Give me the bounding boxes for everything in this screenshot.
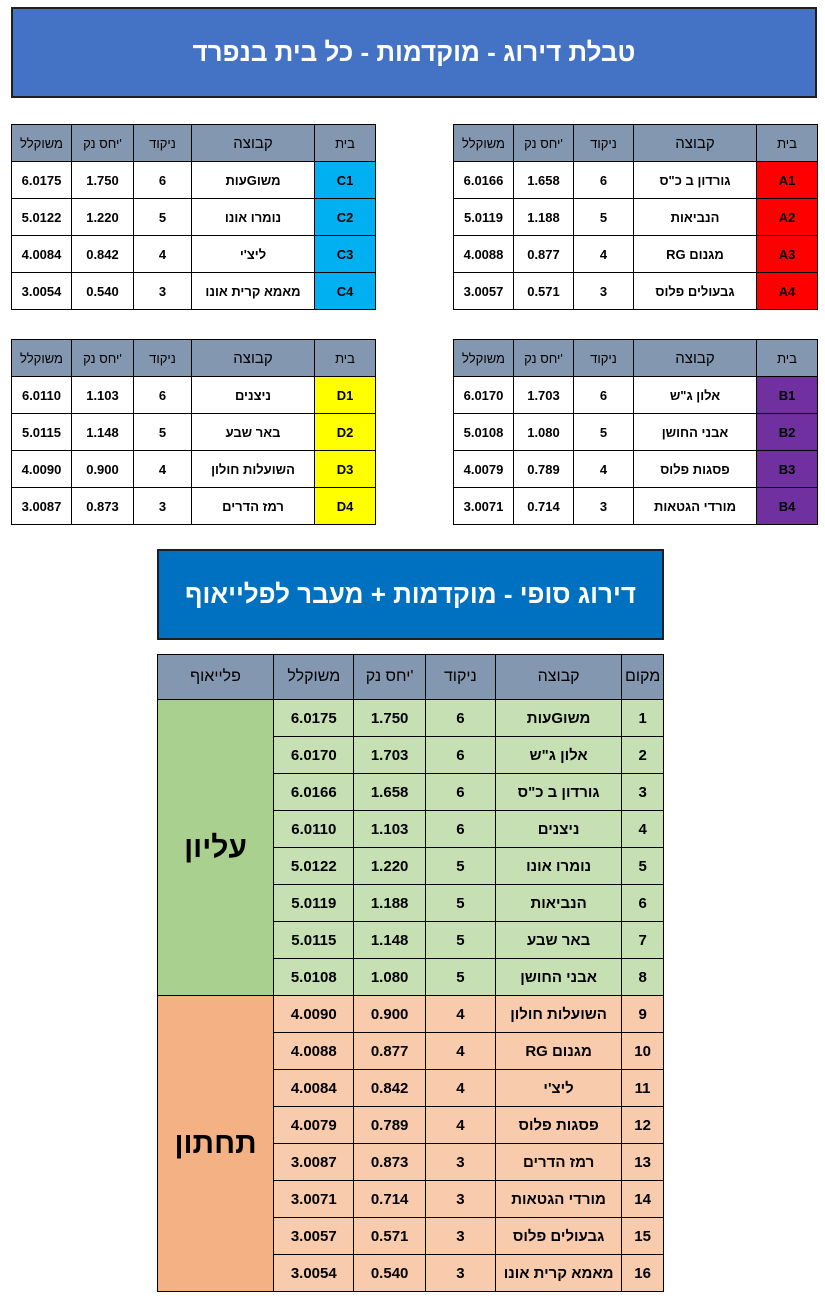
ratio-cell: 1.220 (354, 848, 425, 885)
house-cell: D3 (315, 451, 376, 488)
team-cell: מורדי הגטאות (634, 488, 757, 525)
place-cell: 9 (622, 996, 664, 1033)
points-cell: 5 (425, 922, 495, 959)
team-cell: פסגות פלוס (495, 1107, 621, 1144)
team-cell: ליצ'י (192, 236, 315, 273)
weighted-cell: 6.0175 (12, 162, 72, 199)
ratio-cell: 1.080 (354, 959, 425, 996)
points-cell: 5 (425, 885, 495, 922)
points-cell: 4 (574, 236, 634, 273)
house-cell: B1 (757, 377, 818, 414)
header-house: בית (757, 125, 818, 162)
group-b-row (454, 414, 818, 451)
place-cell: 11 (622, 1070, 664, 1107)
ratio-cell: 0.842 (354, 1070, 425, 1107)
playoff-upper-label: עליון (158, 700, 274, 996)
place-cell: 16 (622, 1255, 664, 1292)
team-cell: ניצנים (495, 811, 621, 848)
header-ratio: יחס נק' (354, 655, 425, 700)
group-c-header-row (12, 125, 376, 162)
ratio-cell: 1.703 (514, 377, 574, 414)
points-cell: 3 (574, 488, 634, 525)
house-cell: A4 (757, 273, 818, 310)
ratio-cell: 0.877 (354, 1033, 425, 1070)
ratio-cell: 1.080 (514, 414, 574, 451)
team-cell: הנביאות (495, 885, 621, 922)
points-cell: 4 (425, 1107, 495, 1144)
group-b-row (454, 377, 818, 414)
weighted-cell: 3.0087 (274, 1144, 354, 1181)
group-c-row (12, 236, 376, 273)
points-cell: 3 (425, 1255, 495, 1292)
ratio-cell: 0.900 (354, 996, 425, 1033)
ratio-cell: 0.571 (514, 273, 574, 310)
ratio-cell: 0.873 (72, 488, 134, 525)
weighted-cell: 4.0090 (12, 451, 72, 488)
points-cell: 5 (134, 199, 192, 236)
weighted-cell: 3.0071 (454, 488, 514, 525)
house-cell: D2 (315, 414, 376, 451)
team-cell: אלון ג"ש (634, 377, 757, 414)
team-cell: RG מגנום (634, 236, 757, 273)
weighted-cell: 5.0108 (454, 414, 514, 451)
ratio-cell: 1.750 (354, 700, 425, 737)
place-cell: 10 (622, 1033, 664, 1070)
team-cell: ליצ'י (495, 1070, 621, 1107)
place-cell: 12 (622, 1107, 664, 1144)
weighted-cell: 3.0087 (12, 488, 72, 525)
ratio-cell: 1.188 (354, 885, 425, 922)
weighted-cell: 4.0090 (274, 996, 354, 1033)
group-c-row (12, 273, 376, 310)
points-cell: 6 (574, 162, 634, 199)
ratio-cell: 0.877 (514, 236, 574, 273)
team-cell: מורדי הגטאות (495, 1181, 621, 1218)
weighted-cell: 5.0122 (274, 848, 354, 885)
weighted-cell: 4.0084 (274, 1070, 354, 1107)
ratio-cell: 0.789 (354, 1107, 425, 1144)
points-cell: 4 (425, 1033, 495, 1070)
header-team: קבוצה (192, 125, 315, 162)
header-ratio: יחס נק' (72, 340, 134, 377)
points-cell: 3 (574, 273, 634, 310)
header-house: בית (315, 340, 376, 377)
group-d-row (12, 377, 376, 414)
points-cell: 5 (425, 959, 495, 996)
points-cell: 6 (425, 774, 495, 811)
ratio-cell: 0.540 (72, 273, 134, 310)
team-cell: אבני החושן (634, 414, 757, 451)
header-points: ניקוד (574, 340, 634, 377)
group-a-table (453, 124, 818, 310)
group-b-table (453, 339, 818, 525)
team-cell: ניצנים (192, 377, 315, 414)
header-ratio: יחס נק' (514, 340, 574, 377)
points-cell: 3 (425, 1144, 495, 1181)
header-weighted: משוקלל (12, 340, 72, 377)
weighted-cell: 5.0108 (274, 959, 354, 996)
weighted-cell: 6.0166 (454, 162, 514, 199)
place-cell: 2 (622, 737, 664, 774)
ratio-cell: 1.220 (72, 199, 134, 236)
header-points: ניקוד (425, 655, 495, 700)
ratio-cell: 1.658 (514, 162, 574, 199)
ratio-cell: 1.103 (72, 377, 134, 414)
group-a-row (454, 162, 818, 199)
house-cell: A2 (757, 199, 818, 236)
header-weighted: משוקלל (454, 340, 514, 377)
house-cell: D1 (315, 377, 376, 414)
house-cell: A3 (757, 236, 818, 273)
final-row (158, 996, 664, 1033)
team-cell: רמז הדרים (495, 1144, 621, 1181)
weighted-cell: 4.0079 (454, 451, 514, 488)
team-cell: השועלות חולון (495, 996, 621, 1033)
place-cell: 14 (622, 1181, 664, 1218)
ratio-cell: 0.714 (354, 1181, 425, 1218)
place-cell: 8 (622, 959, 664, 996)
header-weighted: משוקלל (274, 655, 354, 700)
final-ranking-table (157, 654, 664, 1292)
points-cell: 5 (574, 414, 634, 451)
header-team: קבוצה (495, 655, 621, 700)
team-cell: עותGמשו (192, 162, 315, 199)
ratio-cell: 1.703 (354, 737, 425, 774)
header-points: ניקוד (134, 125, 192, 162)
points-cell: 6 (134, 162, 192, 199)
group-d-row (12, 414, 376, 451)
house-cell: C4 (315, 273, 376, 310)
header-house: בית (315, 125, 376, 162)
points-cell: 4 (134, 451, 192, 488)
points-cell: 3 (134, 273, 192, 310)
team-cell: עותGמשו (495, 700, 621, 737)
ratio-cell: 1.148 (72, 414, 134, 451)
weighted-cell: 5.0115 (12, 414, 72, 451)
header-house: בית (757, 340, 818, 377)
points-cell: 4 (574, 451, 634, 488)
points-cell: 5 (425, 848, 495, 885)
ratio-cell: 0.789 (514, 451, 574, 488)
house-cell: B4 (757, 488, 818, 525)
weighted-cell: 4.0088 (454, 236, 514, 273)
weighted-cell: 3.0054 (274, 1255, 354, 1292)
points-cell: 3 (134, 488, 192, 525)
weighted-cell: 5.0115 (274, 922, 354, 959)
team-cell: גורדון ב כ"ס (495, 774, 621, 811)
header-weighted: משוקלל (12, 125, 72, 162)
ratio-cell: 0.571 (354, 1218, 425, 1255)
place-cell: 6 (622, 885, 664, 922)
weighted-cell: 4.0084 (12, 236, 72, 273)
weighted-cell: 6.0110 (12, 377, 72, 414)
header-weighted: משוקלל (454, 125, 514, 162)
group-a-row (454, 273, 818, 310)
points-cell: 6 (425, 811, 495, 848)
team-cell: גורדון ב כ"ס (634, 162, 757, 199)
team-cell: אבני החושן (495, 959, 621, 996)
team-cell: אלון ג"ש (495, 737, 621, 774)
team-cell: גבעולים פלוס (634, 273, 757, 310)
place-cell: 3 (622, 774, 664, 811)
team-cell: באר שבע (192, 414, 315, 451)
place-cell: 5 (622, 848, 664, 885)
weighted-cell: 5.0119 (274, 885, 354, 922)
house-cell: D4 (315, 488, 376, 525)
final-ranking-title: דירוג סופי - מוקדמות + מעבר לפלייאוף (157, 549, 664, 640)
points-cell: 4 (425, 996, 495, 1033)
points-cell: 4 (134, 236, 192, 273)
place-cell: 15 (622, 1218, 664, 1255)
team-cell: גבעולים פלוס (495, 1218, 621, 1255)
header-playoff: פלייאוף (158, 655, 274, 700)
weighted-cell: 4.0079 (274, 1107, 354, 1144)
place-cell: 1 (622, 700, 664, 737)
weighted-cell: 3.0054 (12, 273, 72, 310)
page-title: טבלת דירוג - מוקדמות - כל בית בנפרד (11, 7, 817, 98)
team-cell: הנביאות (634, 199, 757, 236)
ratio-cell: 0.714 (514, 488, 574, 525)
team-cell: מאמא קרית אונו (495, 1255, 621, 1292)
team-cell: RG מגנום (495, 1033, 621, 1070)
team-cell: מאמא קרית אונו (192, 273, 315, 310)
ratio-cell: 0.873 (354, 1144, 425, 1181)
points-cell: 3 (425, 1218, 495, 1255)
header-points: ניקוד (574, 125, 634, 162)
ratio-cell: 1.188 (514, 199, 574, 236)
points-cell: 6 (425, 700, 495, 737)
points-cell: 4 (425, 1070, 495, 1107)
group-d-header-row (12, 340, 376, 377)
group-c-row (12, 162, 376, 199)
points-cell: 3 (425, 1181, 495, 1218)
header-ratio: יחס נק' (72, 125, 134, 162)
points-cell: 5 (134, 414, 192, 451)
house-cell: B2 (757, 414, 818, 451)
ratio-cell: 1.658 (354, 774, 425, 811)
team-cell: נומרו אונו (495, 848, 621, 885)
ratio-cell: 0.540 (354, 1255, 425, 1292)
points-cell: 5 (574, 199, 634, 236)
group-d-row (12, 451, 376, 488)
weighted-cell: 5.0122 (12, 199, 72, 236)
playoff-lower-label: תחתון (158, 996, 274, 1292)
team-cell: באר שבע (495, 922, 621, 959)
weighted-cell: 5.0119 (454, 199, 514, 236)
points-cell: 6 (425, 737, 495, 774)
group-a-row (454, 236, 818, 273)
ratio-cell: 1.103 (354, 811, 425, 848)
group-d-table (11, 339, 376, 525)
ratio-cell: 1.148 (354, 922, 425, 959)
weighted-cell: 3.0071 (274, 1181, 354, 1218)
group-d-row (12, 488, 376, 525)
group-b-row (454, 451, 818, 488)
group-b-row (454, 488, 818, 525)
header-team: קבוצה (192, 340, 315, 377)
group-a-row (454, 199, 818, 236)
final-row (158, 700, 664, 737)
weighted-cell: 6.0170 (454, 377, 514, 414)
weighted-cell: 6.0170 (274, 737, 354, 774)
ratio-cell: 1.750 (72, 162, 134, 199)
ratio-cell: 0.900 (72, 451, 134, 488)
group-a-header-row (454, 125, 818, 162)
house-cell: C1 (315, 162, 376, 199)
team-cell: פסגות פלוס (634, 451, 757, 488)
place-cell: 13 (622, 1144, 664, 1181)
group-c-table (11, 124, 376, 310)
weighted-cell: 6.0166 (274, 774, 354, 811)
ratio-cell: 0.842 (72, 236, 134, 273)
place-cell: 7 (622, 922, 664, 959)
team-cell: נומרו אונו (192, 199, 315, 236)
house-cell: C3 (315, 236, 376, 273)
header-place: מקום (622, 655, 664, 700)
points-cell: 6 (574, 377, 634, 414)
team-cell: השועלות חולון (192, 451, 315, 488)
group-b-header-row (454, 340, 818, 377)
team-cell: רמז הדרים (192, 488, 315, 525)
points-cell: 6 (134, 377, 192, 414)
weighted-cell: 6.0110 (274, 811, 354, 848)
final-header-row (158, 655, 664, 700)
weighted-cell: 3.0057 (274, 1218, 354, 1255)
header-team: קבוצה (634, 125, 757, 162)
header-team: קבוצה (634, 340, 757, 377)
house-cell: A1 (757, 162, 818, 199)
weighted-cell: 6.0175 (274, 700, 354, 737)
weighted-cell: 4.0088 (274, 1033, 354, 1070)
header-points: ניקוד (134, 340, 192, 377)
place-cell: 4 (622, 811, 664, 848)
house-cell: B3 (757, 451, 818, 488)
weighted-cell: 3.0057 (454, 273, 514, 310)
header-ratio: יחס נק' (514, 125, 574, 162)
group-c-row (12, 199, 376, 236)
house-cell: C2 (315, 199, 376, 236)
